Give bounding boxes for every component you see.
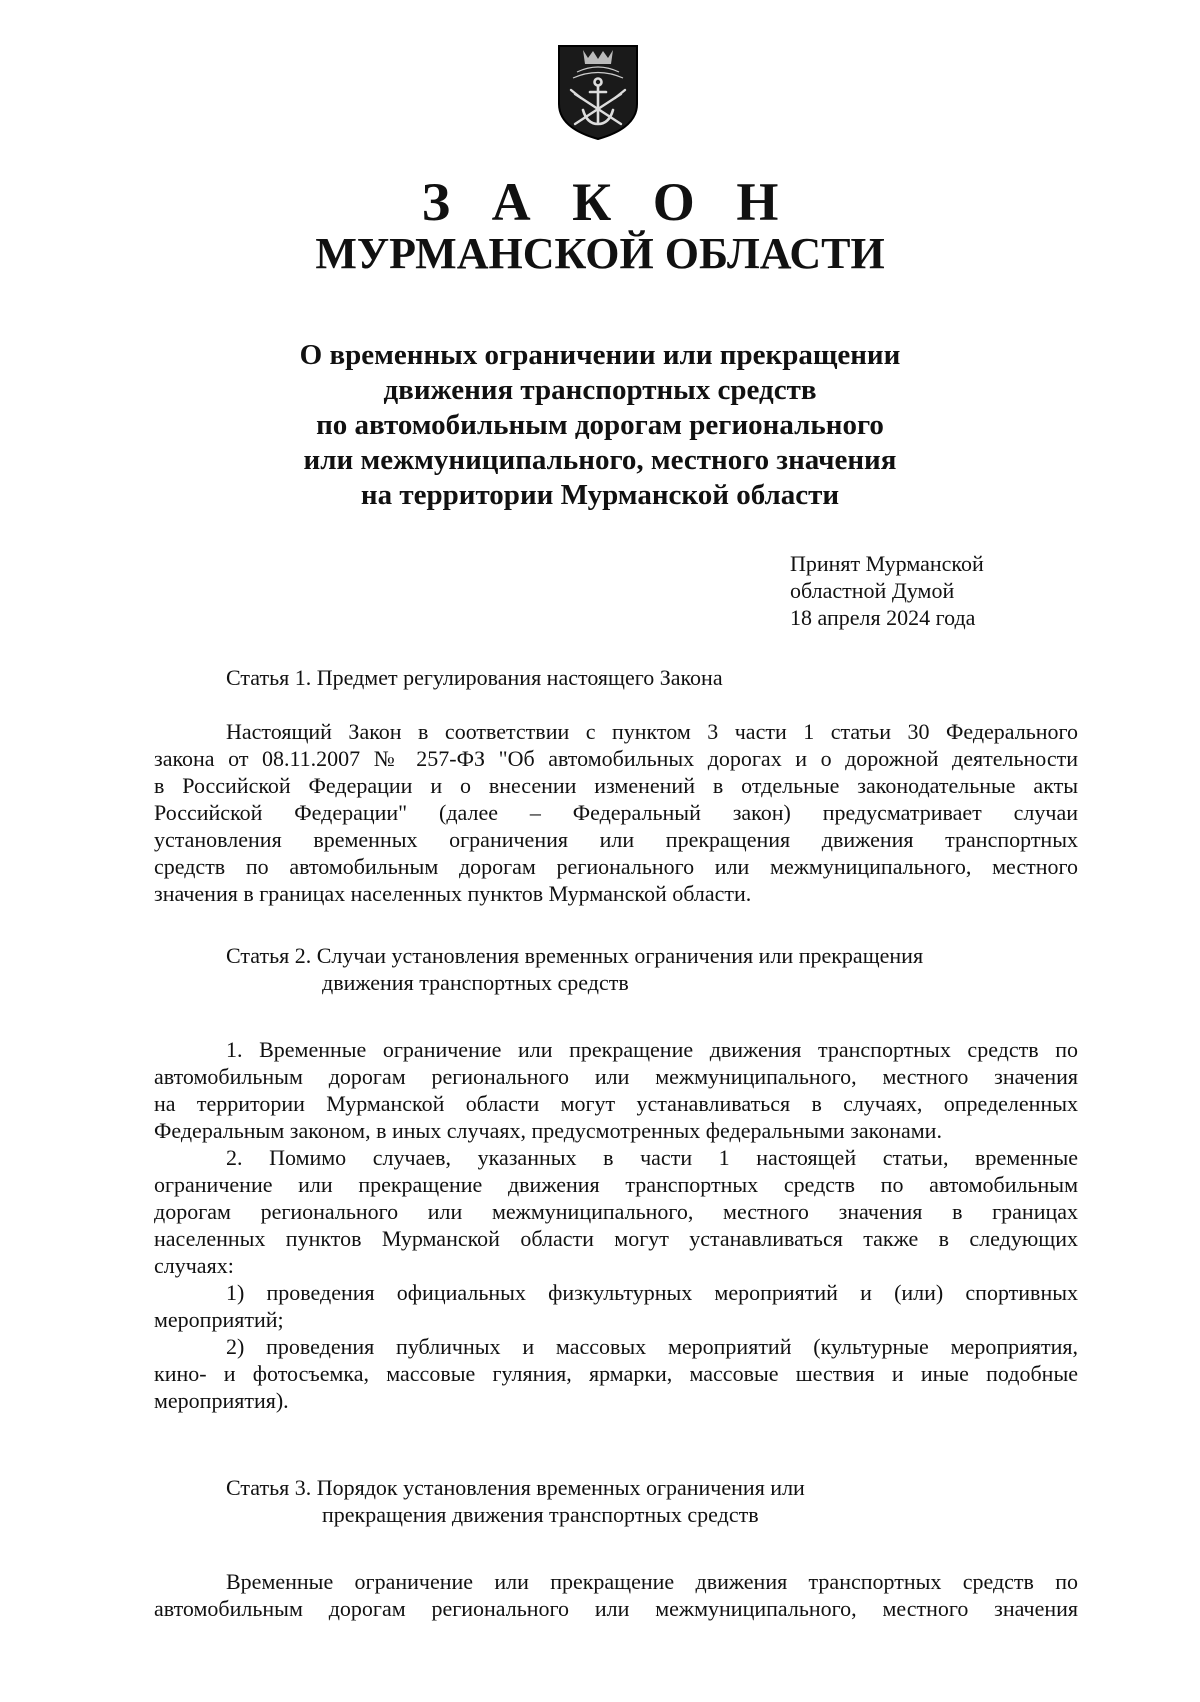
law-name-line: на территории Мурманской области xyxy=(360,479,840,511)
text-line: автомобильным дорогам регионального или межмуниципального, местного значения xyxy=(154,1064,1078,1089)
coat-of-arms-icon xyxy=(555,42,641,142)
text-line: Временные ограничение или прекращение движения транспортных средств по xyxy=(226,1569,1078,1594)
text-line: средств по автомобильным дорогам регионального или межмуниципального, местного xyxy=(154,854,1078,879)
document-title: З А К О Н xyxy=(421,172,793,232)
article-3-text xyxy=(154,1568,1078,1622)
document-subtitle: МУРМАНСКОЙ ОБЛАСТИ xyxy=(315,229,885,278)
article-heading-line: Статья 3. Порядок установления временных ограничения или xyxy=(226,1475,805,1500)
list-item-line: кино- и фотосъемка, массовые гуляния, ярмарки, массовые шествия и иные подобные xyxy=(154,1361,1078,1386)
text-line: автомобильным дорогам регионального или межмуниципального, местного значения xyxy=(154,1596,1078,1621)
text-line: в Российской Федерации и о внесении изменений в отдельные законодательные акты xyxy=(154,773,1078,798)
law-name xyxy=(0,338,1200,513)
adoption-note xyxy=(790,550,984,631)
law-name-line: или межмуниципального, местного значения xyxy=(303,444,897,476)
law-name-line: по автомобильным дорогам регионального xyxy=(316,409,884,441)
law-name-line: движения транспортных средств xyxy=(383,374,817,406)
text-line: Настоящий Закон в соответствии с пунктом 3 части 1 статьи 30 Федерального xyxy=(226,719,1078,744)
adoption-line: областной Думой xyxy=(790,578,955,603)
article-1-heading xyxy=(226,664,723,691)
adoption-line: 18 апреля 2024 года xyxy=(790,605,976,630)
text-line: значения в границах населенных пунктов Мурманской области. xyxy=(154,881,752,906)
adoption-line: Принят Мурманской xyxy=(790,551,984,576)
list-item-line: 1) проведения официальных физкультурных мероприятий и (или) спортивных xyxy=(226,1280,1078,1305)
article-heading-line: прекращения движения транспортных средств xyxy=(322,1502,759,1527)
list-item-line: 2) проведения публичных и массовых мероприятий (культурные мероприятия, xyxy=(226,1334,1078,1359)
law-name-line: О временных ограничении или прекращении xyxy=(299,339,901,371)
text-line: населенных пунктов Мурманской области могут устанавливаться также в следующих xyxy=(154,1226,1078,1251)
article-2-heading xyxy=(226,942,923,996)
list-item-line: мероприятий; xyxy=(154,1307,284,1332)
text-line: Российской Федерации" (далее – Федеральный закон) предусматривает случаи xyxy=(154,800,1078,825)
text-line: Федеральным законом, в иных случаях, предусмотренных федеральными законами. xyxy=(154,1118,942,1143)
text-line: дорогам регионального или межмуниципального, местного значения в границах xyxy=(154,1199,1078,1224)
text-line: случаях: xyxy=(154,1253,234,1278)
article-3-heading xyxy=(226,1474,805,1528)
text-line: закона от 08.11.2007 № 257-ФЗ "Об автомобильных дорогах и о дорожной деятельности xyxy=(154,746,1078,771)
article-heading-line: Статья 1. Предмет регулирования настоящего Закона xyxy=(226,665,723,690)
text-line: на территории Мурманской области могут устанавливаться в случаях, определенных xyxy=(154,1091,1078,1116)
article-2-text xyxy=(154,1036,1078,1414)
text-line: 1. Временные ограничение или прекращение движения транспортных средств по xyxy=(226,1037,1078,1062)
list-item-line: мероприятия). xyxy=(154,1388,289,1413)
article-heading-line: Статья 2. Случаи установления временных ограничения или прекращения xyxy=(226,943,924,968)
article-heading-line: движения транспортных средств xyxy=(322,970,629,995)
article-1-text xyxy=(154,718,1078,907)
text-line: ограничение или прекращение движения транспортных средств по автомобильным xyxy=(154,1172,1078,1197)
text-line: 2. Помимо случаев, указанных в части 1 настоящей статьи, временные xyxy=(226,1145,1078,1170)
text-line: установления временных ограничения или прекращения движения транспортных xyxy=(154,827,1078,852)
